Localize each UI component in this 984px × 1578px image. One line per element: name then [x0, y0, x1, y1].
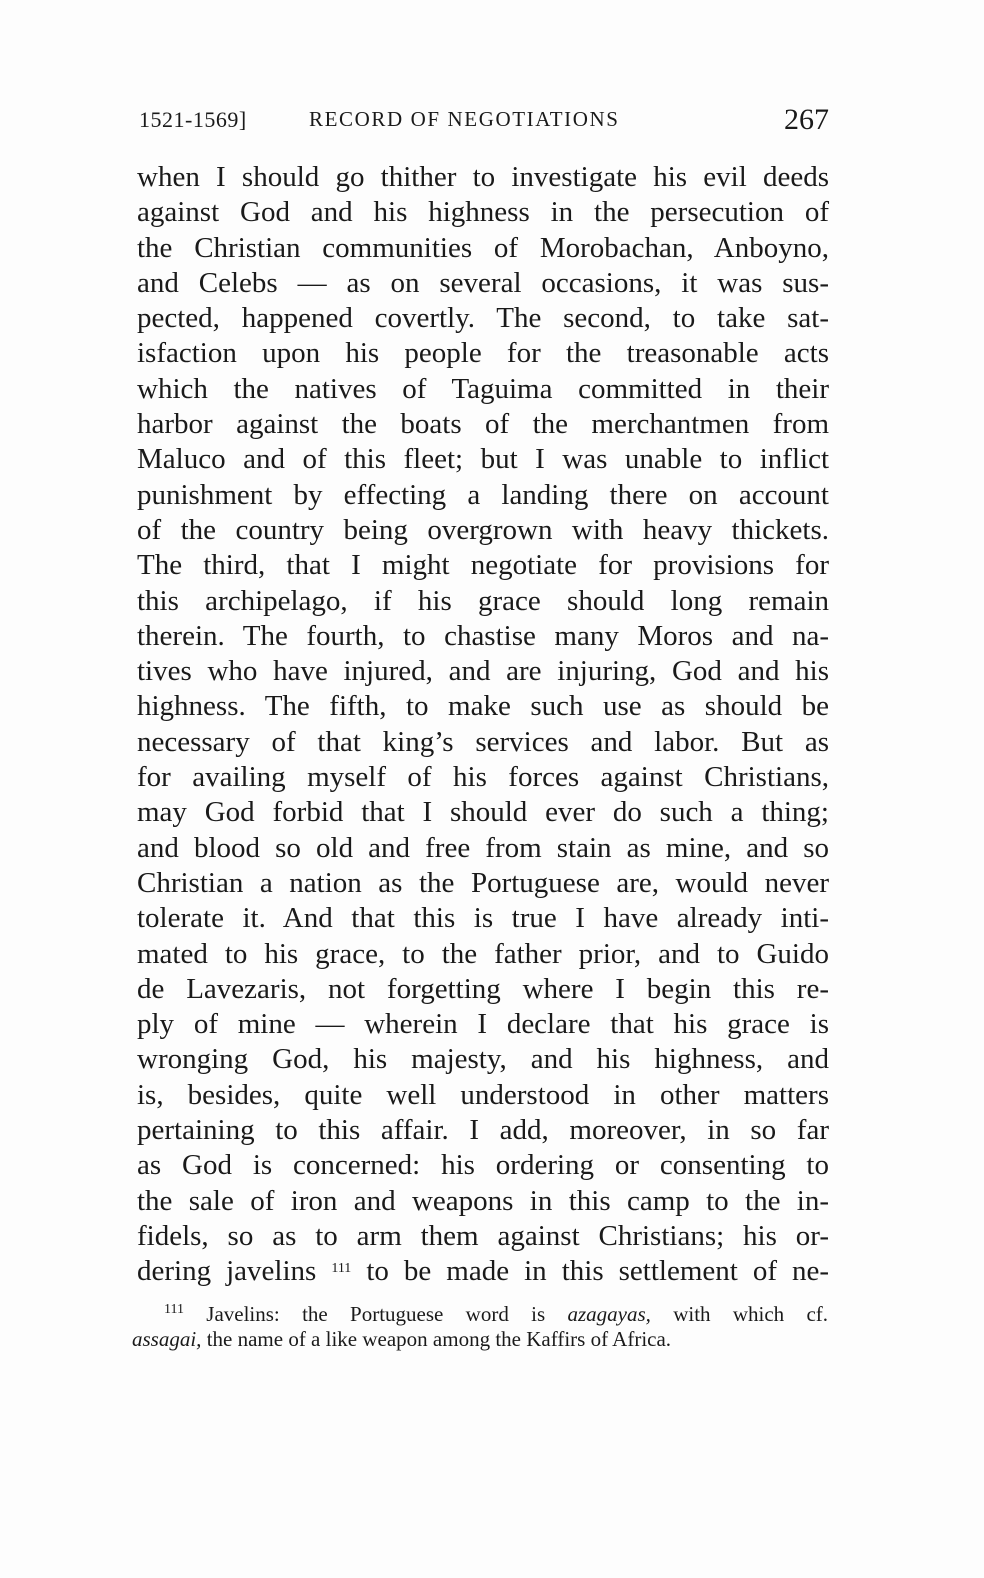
body-line: and Celebs — as on several occasions, it was sus-: [137, 266, 829, 299]
body-line: The third, that I might negotiate for provisions for: [137, 549, 829, 582]
footnote-line: [132, 1302, 828, 1327]
body-text: [137, 160, 829, 1290]
body-line: ply of mine — wherein I declare that his grace is: [137, 1008, 829, 1041]
body-line: Christian a nation as the Portuguese are, would never: [137, 866, 829, 899]
body-line: for availing myself of his forces against Christians,: [137, 761, 829, 794]
body-line: Maluco and of this fleet; but I was unable to inflict: [137, 443, 829, 476]
body-line: pertaining to this affair. I add, moreover, in so far: [137, 1114, 829, 1147]
body-line: highness. The fifth, to make such use as should be: [137, 690, 829, 723]
body-line: this archipelago, if his grace should long remain: [137, 584, 829, 617]
body-line: the Christian communities of Morobachan, Anboyno,: [137, 231, 829, 264]
body-line: and blood so old and free from stain as mine, and so: [137, 831, 829, 864]
body-line: isfaction upon his people for the treasonable acts: [137, 337, 829, 370]
body-line: necessary of that king’s services and labor. But as: [137, 725, 829, 758]
running-head: [139, 103, 829, 137]
body-line-start: dering javelins: [137, 1255, 317, 1288]
body-line: de Lavezaris, not forgetting where I begin this re-: [137, 972, 829, 1005]
footnote-number: 111: [164, 1302, 184, 1317]
body-line: fidels, so as to arm them against Christians; his or-: [137, 1219, 829, 1252]
footnote-line: [132, 1327, 828, 1352]
body-line: against God and his highness in the persecution of: [137, 196, 829, 229]
running-head-title: RECORD OF NEGOTIATIONS: [309, 107, 620, 131]
body-line-with-note-ref: [137, 1254, 829, 1289]
body-line: of the country being overgrown with heavy thickets.: [137, 513, 829, 546]
footnote-term-azagayas: azagayas,: [567, 1302, 651, 1326]
body-line: the sale of iron and weapons in this camp to the in-: [137, 1184, 829, 1217]
body-line: is, besides, quite well understood in other matters: [137, 1078, 829, 1111]
body-line: pected, happened covertly. The second, to take sat-: [137, 302, 829, 335]
body-line: wronging God, his majesty, and his highness, and: [137, 1043, 829, 1076]
body-line: may God forbid that I should ever do such a thing;: [137, 796, 829, 829]
body-line: punishment by effecting a landing there on account: [137, 478, 829, 511]
body-line-end: to be made in this settlement of ne-: [366, 1255, 830, 1288]
footnote-text-end: with which cf.: [673, 1302, 829, 1326]
body-line: therein. The fourth, to chastise many Moros and na-: [137, 619, 829, 652]
running-head-dates: 1521-1569]: [139, 107, 247, 132]
body-line: tolerate it. And that this is true I have already inti-: [137, 902, 829, 935]
body-line: which the natives of Taguima committed in their: [137, 372, 829, 405]
footnote-term-assagai: assagai,: [132, 1327, 202, 1351]
body-line: when I should go thither to investigate his evil deeds: [137, 161, 829, 193]
body-line: tives who have injured, and are injuring, God and his: [137, 655, 829, 688]
body-line: mated to his grace, to the father prior, and to Guido: [137, 937, 829, 970]
footnote-text: the name of a like weapon among the Kaffirs of Africa.: [206, 1327, 672, 1351]
body-line: harbor against the boats of the merchantmen from: [137, 408, 829, 441]
body-line: as God is concerned: his ordering or consenting to: [137, 1149, 829, 1182]
footnote-text: Javelins: the Portuguese word is: [206, 1302, 546, 1326]
page-number: 267: [784, 103, 829, 136]
footnote-reference: 111: [331, 1261, 352, 1277]
footnote: [132, 1302, 828, 1352]
